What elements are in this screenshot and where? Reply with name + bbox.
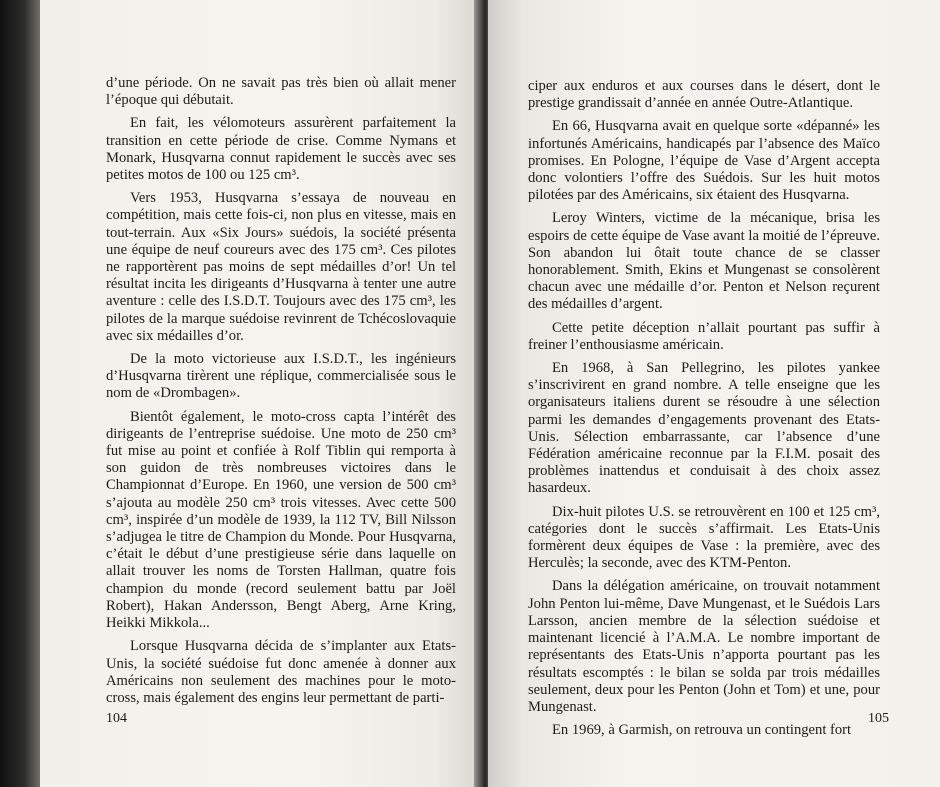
paragraph: Bientôt également, le moto-cross capta l’intérêt des dirigeants de l’entreprise suédoise. Une moto de 250 cm³ fut mise au point et confiée à Rolf Tiblin qui remporta à son guidon de très nombreuses victoires dans le Championnat d’Europe. En 1960, une version de 500 cm³ s’ajouta au modèle 250 cm³ trois vitesses. Avec cette 500 cm³, inspirée d’un modèle de 1939, la 112 TV, Bill Nilsson s’adjugea le titre de Champion du Monde. Pour Husqvarna, c’était le début d’une prestigieuse série dans laquelle on allait trouver les noms de Torsten Hallman, quatre fois champion du monde (record seulement battu par Joël Robert), Hakan Andersson, Bengt Aberg, Arne Kring, Heikki Mikkola... <box>106 408 456 632</box>
paragraph: En fait, les vélomoteurs assurèrent parfaitement la transition en cette période de crise. Comme Nymans et Monark, Husqvarna connut rapidement le succès avec ses petites motos de 100 ou 125 cm³. <box>106 115 456 184</box>
paragraph: Vers 1953, Husqvarna s’essaya de nouveau en compétition, mais cette fois-ci, non plus en vitesse, mais en tout-terrain. Aux «Six Jours» suédois, la société présenta une équipe de neuf coureurs avec des 175 cm³. Ces pilotes ne rapportèrent pas moins de sept médailles d’or! Un tel résultat incita les dirigeants d’Husqvarna à tenter une autre aventure : celle des I.S.D.T. Toujours avec des 175 cm³, les pilotes de la marque suédoise revinrent de Tchécoslovaquie avec six médailles d’or. <box>106 190 456 344</box>
left-page-text <box>106 75 456 713</box>
paragraph: De la moto victorieuse aux I.S.D.T., les ingénieurs d’Husqvarna tirèrent une réplique, commercialisée sous le nom de «Drombagen». <box>106 351 456 402</box>
left-page <box>40 0 480 787</box>
paragraph: Lorsque Husqvarna décida de s’implanter aux Etats-Unis, la société suédoise fut donc amenée à donner aux Américains non seulement des machines pour le moto-cross, mais également des engins leur permettant de parti- <box>106 638 456 706</box>
paragraph: En 66, Husqvarna avait en quelque sorte «dépanné» les infortunés Américains, handicapés par l’absence des Maïco promises. En Pologne, l’équipe de Vase d’Argent accepta donc volontiers l’offre des Suédois. Sur les huit motos pilotées par des Américains, six étaient des Husqvarna. <box>528 118 880 204</box>
paragraph: ciper aux enduros et aux courses dans le désert, dont le prestige grandissait d’année en année Outre-Atlantique. <box>528 78 880 112</box>
left-shadow <box>0 0 40 787</box>
right-page-text <box>528 78 880 745</box>
paragraph: En 1969, à Garmish, on retrouva un contingent fort <box>552 722 852 739</box>
paragraph: Dans la délégation américaine, on trouvait notamment John Penton lui-même, Dave Mungenast, et le Suédois Lars Larsson, ancien membre de la sélection suédoise et maintenant licencié à l’A.M.A. Le nombre important de représentants des Etats-Unis n’apporta pourtant pas les résultats escomptés : le bilan se solda par trois médailles seulement, deux pour les Penton (John et Tom) et une, pour Mungenast. <box>528 578 880 715</box>
paragraph: En 1968, à San Pellegrino, les pilotes yankee s’inscrivirent en grand nombre. A telle enseigne que les organisateurs italiens durent se résoudre à une sélection parmi les demandes d’engagements provenant des Etats-Unis. Sélection embarrassante, car l’absence d’une Fédération américaine reconnue par la F.I.M. posait des problèmes inattendus et conduisait à des choix assez hasardeux. <box>528 360 880 497</box>
paragraph: Cette petite déception n’allait pourtant pas suffir à freiner l’enthousiasme américain. <box>528 319 880 353</box>
page-number: 104 <box>106 711 127 726</box>
paragraph: Leroy Winters, victime de la mécanique, brisa les espoirs de cette équipe de Vase avant la moitié de l’épreuve. Son abandon lui ôtait toute chance de se classer honorablement. Smith, Ekins et Mungenast se consolèrent chacun avec une médaille d’or. Penton et Nelson reçurent des médailles d’argent. <box>528 210 880 313</box>
paragraph: Dix-huit pilotes U.S. se retrouvèrent en 100 et 125 cm³, catégories dont le succès s’affirmait. Les Etats-Unis formèrent deux équipes de Vase : la première, avec des Herculès; la seconde, avec des KTM-Penton. <box>528 503 880 572</box>
page-number: 105 <box>868 711 889 726</box>
paragraph: d’une période. On ne savait pas très bien où allait mener l’époque qui débutait. <box>106 75 456 109</box>
right-page <box>488 0 940 787</box>
